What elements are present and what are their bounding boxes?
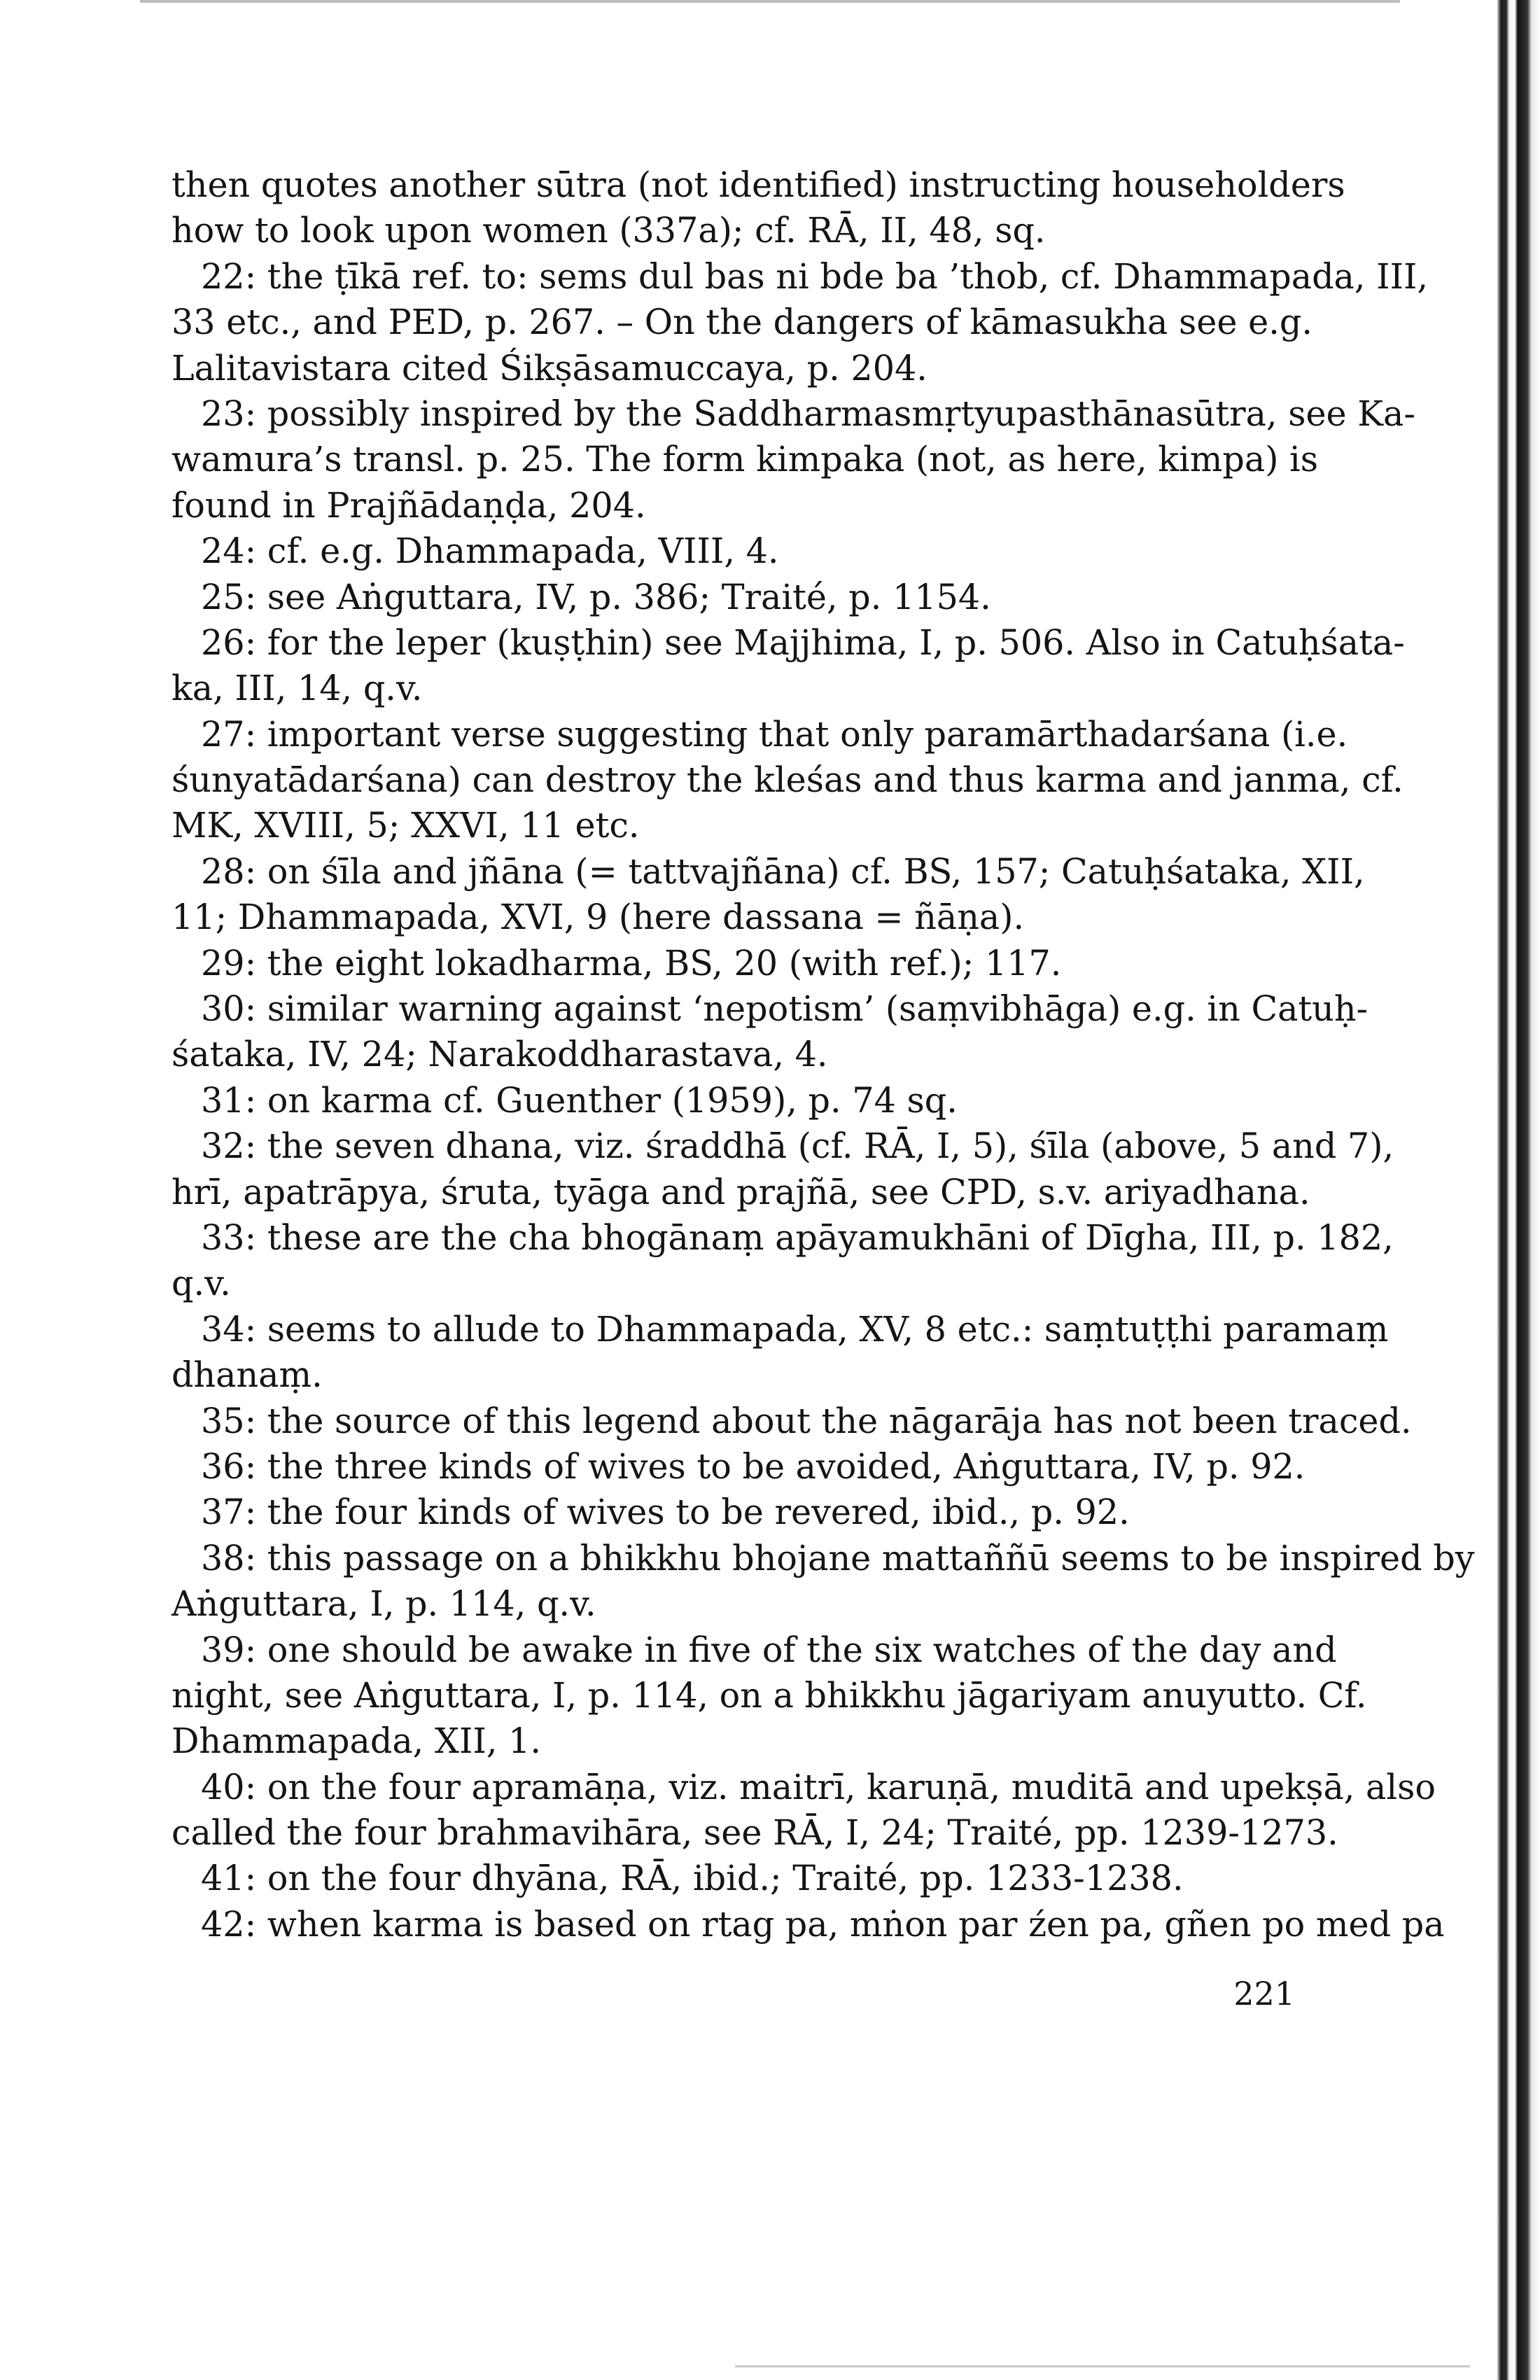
note-line: 30: similar warning against ‘nepotism’ (saṃvibhāga) e.g. in Catuḥ- bbox=[201, 988, 1368, 1030]
note-line: 27: important verse suggesting that only paramārthadarśana (i.e. bbox=[201, 713, 1348, 755]
text-line: 33 etc., and PED, p. 267. – On the dangers of kāmasukha see e.g. bbox=[172, 302, 1312, 343]
scan-top-edge bbox=[140, 0, 1400, 3]
notes-text-block bbox=[172, 162, 1475, 2013]
text-line: then quotes another sūtra (not identified) instructing householders bbox=[172, 164, 1345, 205]
note-line: 42: when karma is based on rtag pa, mṅon par źen pa, gñen po med pa bbox=[201, 1903, 1445, 1945]
text-line: ka, III, 14, q.v. bbox=[172, 668, 423, 709]
text-line: Dhammapada, XII, 1. bbox=[172, 1721, 542, 1762]
note-line: 40: on the four apramāṇa, viz. maitrī, karuṇā, muditā and upekṣā, also bbox=[201, 1766, 1436, 1807]
page-number: 221 bbox=[1233, 1975, 1295, 2013]
note-line: 25: see Aṅguttara, IV, p. 386; Traité, p. 1154. bbox=[201, 576, 991, 617]
note-line: 37: the four kinds of wives to be revered, ibid., p. 92. bbox=[201, 1492, 1130, 1533]
text-line: dhanaṃ. bbox=[172, 1354, 323, 1396]
note-line: 38: this passage on a bhikkhu bhojane mattaññū seems to be inspired by bbox=[201, 1537, 1475, 1578]
note-line: 36: the three kinds of wives to be avoided, Aṅguttara, IV, p. 92. bbox=[201, 1446, 1306, 1487]
text-line: hrī, apatrāpya, śruta, tyāga and prajñā, see CPD, s.v. ariyadhana. bbox=[172, 1171, 1310, 1212]
text-line: Aṅguttara, I, p. 114, q.v. bbox=[172, 1583, 596, 1625]
note-line: 24: cf. e.g. Dhammapada, VIII, 4. bbox=[201, 531, 779, 572]
scan-bottom-edge bbox=[735, 2365, 1470, 2367]
book-spine-edge bbox=[1497, 0, 1540, 2380]
note-line: 28: on śīla and jñāna (= tattvajñāna) cf. BS, 157; Catuḥśataka, XII, bbox=[201, 850, 1365, 892]
note-line: 35: the source of this legend about the nāgarāja has not been traced. bbox=[201, 1400, 1412, 1441]
note-line: 32: the seven dhana, viz. śraddhā (cf. RĀ, I, 5), śīla (above, 5 and 7), bbox=[201, 1126, 1394, 1167]
note-line: 31: on karma cf. Guenther (1959), p. 74 sq. bbox=[201, 1079, 958, 1121]
note-line: 29: the eight lokadharma, BS, 20 (with ref.); 117. bbox=[201, 942, 1062, 983]
text-line: found in Prajñādaṇḍa, 204. bbox=[172, 484, 646, 526]
text-line: wamura’s transl. p. 25. The form kimpaka (not, as here, kimpa) is bbox=[172, 439, 1319, 480]
text-line: called the four brahmavihāra, see RĀ, I, 24; Traité, pp. 1239-1273. bbox=[172, 1812, 1338, 1854]
note-line: 33: these are the cha bhogānaṃ apāyamukhāni of Dīgha, III, p. 182, bbox=[201, 1217, 1394, 1258]
text-line: night, see Aṅguttara, I, p. 114, on a bhikkhu jāgariyam anuyutto. Cf. bbox=[172, 1674, 1367, 1716]
note-line: 39: one should be awake in five of the six watches of the day and bbox=[201, 1629, 1337, 1670]
note-line: 26: for the leper (kuṣṭhin) see Majjhima, I, p. 506. Also in Catuḥśata- bbox=[201, 622, 1405, 663]
note-line: 23: possibly inspired by the Saddharmasmṛtyupasthānasūtra, see Ka- bbox=[201, 393, 1415, 434]
text-line: śunyatādarśana) can destroy the kleśas and thus karma and janma, cf. bbox=[172, 760, 1404, 801]
text-line: q.v. bbox=[172, 1263, 231, 1304]
note-line: 41: on the four dhyāna, RĀ, ibid.; Traité, pp. 1233-1238. bbox=[201, 1858, 1184, 1899]
text-line: 11; Dhammapada, XVI, 9 (here dassana = ñāṇa). bbox=[172, 897, 1025, 938]
text-line: Lalitavistara cited Śikṣāsamuccaya, p. 204. bbox=[172, 347, 927, 388]
text-line: śataka, IV, 24; Narakoddharastava, 4. bbox=[172, 1034, 828, 1075]
text-line: MK, XVIII, 5; XXVI, 11 etc. bbox=[172, 805, 640, 846]
note-line: 34: seems to allude to Dhammapada, XV, 8 etc.: saṃtuṭṭhi paramaṃ bbox=[201, 1308, 1389, 1350]
note-line: 22: the ṭīkā ref. to: sems dul bas ni bde ba ’thob, cf. Dhammapada, III, bbox=[201, 255, 1429, 297]
text-line: how to look upon women (337a); cf. RĀ, II, 48, sq. bbox=[172, 210, 1046, 251]
